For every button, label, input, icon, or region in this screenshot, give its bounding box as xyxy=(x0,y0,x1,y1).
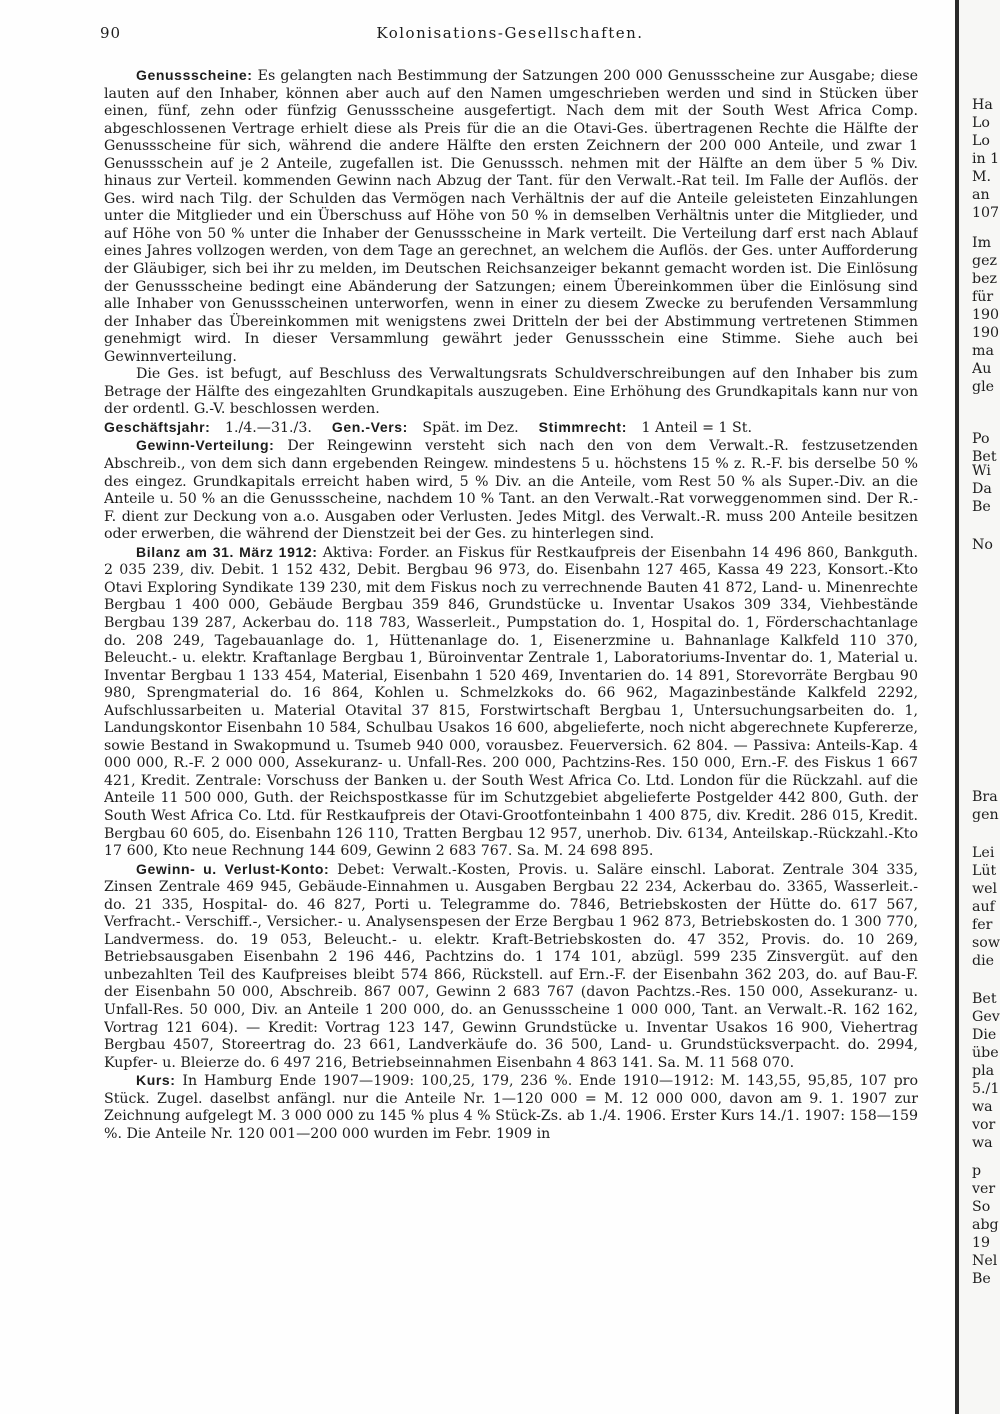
text-gewinn-verlust: Debet: Verwalt.-Kosten, Provis. u. Saläre einschl. Laborat. Zentrale 304 335, Zinsen Zentrale 469 945, Gebäude-Einnahmen u. Ausgaben Bergbau 22 234, Ackerbau do. 3365, Wasserleit.- do. 21 335, Hospital- do. 46 827, Porti u. Telegramme do. 7846, Betriebskosten der Hütte do. 617 567, Verfracht.- Verschiff.-, Versicher.- u. Analysenspesen der Erze Bergbau 1 962 873, Betriebskosten do. 1 300 770, Landvermess. do. 19 053, Beleucht.- u. elektr. Kraft-Betriebskosten do. 47 352, Provis. do. 10 269, Betriebsausgaben Eisenbahn 2 196 446, Pachtzins do. 1 174 101, abzügl. 599 235 Zinsvergüt. auf den unbezahlten Teil des Kaufpreises bleibt 574 866, Rückstell. auf Ern.-F. der Eisenbahn 362 203, do. auf Bau-F. der Eisenbahn 50 000, Abschreib. 867 007, Gewinn 2 683 767 (davon Pachtzs.-Res. 150 000, Assekuranz- u. Unfall-Res. 50 000, Div. an Anteile 1 200 000, do. an Genussscheine 1 000 000, Tant. an Verwalt.-R. 162 162, Vortrag 121 604). — Kredit: Vortrag 123 147, Gewinn Grundstücke u. Inventar Usakos 16 900, Viehertrag Bergbau 4507, Storeertrag do. 23 661, Landverkäufe do. 36 500, Land- u. Grundstücksverpacht. do. 2994, Kupfer- u. Bleierze do. 6 497 216, Betriebseinnahmen Eisenbahn 4 863 141. Sa. M. 11 568 070. xyxy=(104,861,918,1071)
adjacent-page-line-fragment: übe xyxy=(972,1045,999,1061)
adjacent-page-line-fragment: No xyxy=(972,537,993,553)
label-geschaeftsjahr: Geschäftsjahr: xyxy=(104,418,211,435)
adjacent-page-line-fragment: für xyxy=(972,289,994,305)
adjacent-page-line-fragment: wa xyxy=(972,1099,993,1115)
paragraph-gewinn-verteilung xyxy=(104,437,918,543)
adjacent-page-line-fragment: 107 xyxy=(972,205,1000,221)
adjacent-page-line-fragment: Gev xyxy=(972,1009,1000,1025)
value-geschaeftsjahr: 1./4.—31./3. xyxy=(224,419,312,436)
adjacent-page-line-fragment: Po xyxy=(972,431,990,447)
main-text-column xyxy=(104,67,918,1397)
paragraph-schuldverschreibungen xyxy=(104,366,918,419)
text-kurs: In Hamburg Ende 1907—1909: 100,25, 179, 236 %. Ende 1910—1912: M. 143,55, 95,85, 107 pro Stück. Zugel. daselbst anfängl. nur die Anteile Nr. 1—120 000 = M. 12 000 000, davon am 9. 1. 1907 zur Zeichnung aufgelegt M. 3 000 000 zu 145 % plus 4 % Stück-Zs. ab 1./4. 1906. Erster Kurs 14./1. 1907: 158—159 %. Die Anteile Nr. 120 001—200 000 wurden im Febr. 1909 in xyxy=(104,1073,918,1142)
adjacent-page-line-fragment: Die xyxy=(972,1027,997,1043)
adjacent-page-line-fragment: Au xyxy=(972,361,992,377)
adjacent-page-line-fragment: die xyxy=(972,953,995,969)
label-genussscheine: Genussscheine: xyxy=(136,67,253,83)
adjacent-page-line-fragment: wa xyxy=(972,1135,993,1151)
label-gewinn-verlust: Gewinn- u. Verlust-Konto: xyxy=(136,860,330,877)
adjacent-page-line-fragment: 19 xyxy=(972,1235,991,1251)
adjacent-page-line-fragment: Lei xyxy=(972,845,995,861)
label-gewinn-verteilung: Gewinn-Verteilung: xyxy=(136,437,275,454)
adjacent-page-line-fragment: So xyxy=(972,1199,991,1215)
adjacent-page-line-fragment: sow xyxy=(972,935,1000,951)
adjacent-page-line-fragment: Bra xyxy=(972,789,998,805)
value-gen-vers: Spät. im Dez. xyxy=(422,419,519,436)
adjacent-page-line-fragment: Nel xyxy=(972,1253,998,1269)
adjacent-page-line-fragment: p xyxy=(972,1163,982,1179)
adjacent-page-line-fragment: 5./1 xyxy=(972,1081,1000,1097)
adjacent-page-line-fragment: pla xyxy=(972,1063,995,1079)
adjacent-page-line-fragment: Da xyxy=(972,481,992,497)
adjacent-page-line-fragment: 190 xyxy=(972,307,1000,323)
text-gewinn-verteilung: Der Reingewinn versteht sich nach den von dem Verwalt.-R. festzusetzenden Abschreib., von dem sich dann ergebenden Reingew. mindestens 5 u. höchstens 15 % z. R.-F. bis derselbe 50 % des eingez. Grundkapitals erreicht haben wird, 5 % Div. an die Anteile, vom Rest 50 % als Super.-Div. an die Anteile u. 50 % an die Genussscheine, nachdem 10 % Tant. an den Verwalt.-Rat vorweggenommen sind. Der R.-F. dient zur Deckung von a.o. Ausgaben oder Verlusten. Jedes Mitgl. des Verwalt.-R. muss 200 Anteile besitzen oder erwerben, die während der Dienstzeit bei der Ges. zu hinterlegen sind. xyxy=(104,438,918,543)
label-bilanz: Bilanz am 31. März 1912: xyxy=(136,543,318,560)
adjacent-page-line-fragment: 190 xyxy=(972,325,1000,341)
adjacent-page-text-column xyxy=(972,65,1000,1405)
adjacent-page-line-fragment: in 1 xyxy=(972,151,1000,167)
text-genussscheine: Es gelangten nach Bestimmung der Satzungen 200 000 Genussscheine zur Ausgabe; diese lauten auf den Inhaber, können aber auch auf den Namen umgeschrieben werden und sind in Stücken über einen, fünf, zehn oder fünfzig Genussscheine ausgefertigt. Nach dem mit der South West Africa Comp. abgeschlossenen Vertrage erhielt diese als Preis für die an die Otavi-Ges. übertragenen Rechte die Hälfte der Genussscheine für sich, während die andere Hälfte den ersten Zeichnern der 200 000 Anteile, und zwar 1 Genussschein auf je 2 Anteile, zugefallen ist. Die Genusssch. nehmen mit der Hälfte an dem über 5 % Div. hinaus zur Verteil. kommenden Gewinn nach Abzug der Tant. für den Verwalt.-Rat teil. Im Falle der Auflös. der Ges. wird nach Tilg. der Schulden das Vermögen nach Verhältnis der auf die Anteile geleisteten Einzahlungen unter die Mitglieder und ein Überschuss auf Höhe von 50 % in demselben Verhältnis unter die Mitglieder, und auf Höhe von 50 % unter die Inhaber der Genussscheine in Mark verteilt. Die Verteilung darf erst nach Ablauf eines Jahres vollzogen werden, von dem Tage an gerechnet, an welchem die Auflös. der Ges. unter Aufforderung der Gläubiger, sich bei ihr zu melden, im Deutschen Reichsanzeiger bekannt gemacht worden ist. Die Einlösung der Genussscheine bedingt eine Abänderung der Satzungen; einem Übereinkommen über die Einlösung sind alle Inhaber von Genussscheinen unterworfen, wenn in einer zu diesem Zwecke zu berufenden Versammlung der Inhaber das Übereinkommen mit wenigstens zwei Dritteln der bei der Abstimmung vertretenen Stimmen genehmigt wird. In dieser Versammlung gewährt jeder Genussschein eine Stimme. Siehe auch bei Gewinnverteilung. xyxy=(104,68,918,365)
paragraph-gewinn-verlust xyxy=(104,861,918,1073)
adjacent-page-line-fragment: ver xyxy=(972,1181,996,1197)
adjacent-page-line-fragment: Im xyxy=(972,235,992,251)
adjacent-page-line-fragment: an xyxy=(972,187,990,203)
adjacent-page-line-fragment: Be xyxy=(972,1271,991,1287)
adjacent-page-line-fragment: fer xyxy=(972,917,993,933)
page-gutter-divider xyxy=(955,0,959,1414)
paragraph-genussscheine xyxy=(104,67,918,366)
adjacent-page-line-fragment: M. xyxy=(972,169,992,185)
adjacent-page-line-fragment: gen xyxy=(972,807,999,823)
text-bilanz: Aktiva: Forder. an Fiskus für Restkaufpreis der Eisenbahn 14 496 860, Bankguth. 2 035 239, div. Debit. 1 152 432, Debit. Bergbau 96 973, do. Eisenbahn 127 465, Kassa 49 223, Konsort.-Kto Otavi Exploring Syndikate 139 230, mit dem Fiskus noch zu verrechnende Bauten 41 872, Land- u. Minenrechte Bergbau 1 400 000, Gebäude Bergbau 359 846, Grundstücke u. Inventar Usakos 309 334, Viehbestände Bergbau 139 287, Ackerbau do. 118 783, Wasserleit., Pumpstation do. 1, Hospital do. 1, Förderschachtanlage do. 208 249, Tagebauanlage do. 1, Hüttenanlage do. 1, Eisenerzmine u. Bahnanlage Kalkfeld 110 370, Beleucht.- u. elektr. Kraftanlage Bergbau 1, Büroinventar Zentrale 1, Laboratoriums-Inventar do. 1, Material u. Inventar Bergbau 1 133 454, Material, Eisenbahn 1 520 469, Inventarien do. 14 891, Storevorräte Bergbau 90 980, Sprengmaterial do. 16 864, Kohlen u. Schmelzkoks do. 66 962, Magazinbestände Kalkfeld 2292, Aufschlussarbeiten u. Material Otavital 37 815, Forstwirtschaft Bergbau 1, Untersuchungsarbeiten do. 1, Landungskontor Eisenbahn 10 584, Schulbau Usakos 16 600, abgelieferte, noch nicht abgerechnete Kupfererze, sowie Bestand in Swakopmund u. Tsumeb 940 000, vorausbez. Feuerversich. 62 804. — Passiva: Anteils-Kap. 4 000 000, R.-F. 2 000 000, Assekuranz- u. Unfall-Res. 200 000, Pachtzins-Res. 150 000, Ern.-F. des Fiskus 1 667 421, Kredit. Zentrale: Vorschuss der Banken u. der South West Africa Co. Ltd. London für die Rückzahl. auf die Anteile 11 500 000, Guth. der Reichspostkasse für im Schutzgebiet abgelieferte Postgelder 442 800, Guth. der South West Africa Co. Ltd. für Restkaufpreis der Otavi-Grootfonteinbahn 1 400 875, div. Kredit. 286 015, Kredit. Bergbau 60 605, do. Eisenbahn 126 110, Tratten Bergbau 12 957, unerhob. Div. 6134, Anteilskap.-Rückzahl.-Kto 17 600, Kto neue Rechnung 144 609, Gewinn 2 683 767. Sa. M. 24 698 895. xyxy=(104,544,918,860)
adjacent-page-line-fragment: Wi xyxy=(972,463,991,479)
adjacent-page-line-fragment: gez xyxy=(972,253,997,269)
adjacent-page-line-fragment: bez xyxy=(972,271,997,287)
adjacent-page-line-fragment: Bet xyxy=(972,991,997,1007)
adjacent-page-line-fragment: Lüt xyxy=(972,863,997,879)
text-schuldverschreibungen: Die Ges. ist befugt, auf Beschluss des Verwaltungsrats Schuldverschreibungen auf den Inhaber bis zum Betrage der Hälfte des eingezahlten Grundkapitals auszugeben. Eine Erhöhung des Grundkapitals kann nur von der ordentl. G.-V. beschlossen werden. xyxy=(104,366,918,418)
paragraph-bilanz xyxy=(104,544,918,861)
value-stimmrecht: 1 Anteil = 1 St. xyxy=(641,419,752,436)
adjacent-page-line-fragment: ma xyxy=(972,343,994,359)
adjacent-page-line-fragment: auf xyxy=(972,899,995,915)
adjacent-page-line-fragment: Be xyxy=(972,499,991,515)
adjacent-page-line-fragment: wel xyxy=(972,881,998,897)
label-stimmrecht: Stimmrecht: xyxy=(538,418,627,435)
paragraph-facts xyxy=(104,419,918,438)
adjacent-page-line-fragment: gle xyxy=(972,379,995,395)
label-gen-vers: Gen.-Vers: xyxy=(331,418,408,435)
running-title: Kolonisations-Gesellschaften. xyxy=(376,24,644,42)
page-number: 90 xyxy=(100,24,122,42)
adjacent-page-line-fragment: Bet xyxy=(972,449,997,465)
adjacent-page-line-fragment: Ha xyxy=(972,97,993,113)
paragraph-kurs xyxy=(104,1072,918,1143)
label-kurs: Kurs: xyxy=(136,1072,176,1089)
page-header xyxy=(100,24,920,50)
adjacent-page-line-fragment: abg xyxy=(972,1217,999,1233)
adjacent-page-line-fragment: vor xyxy=(972,1117,996,1133)
adjacent-page-line-fragment: Lo xyxy=(972,133,990,149)
adjacent-page-line-fragment: Lo xyxy=(972,115,990,131)
